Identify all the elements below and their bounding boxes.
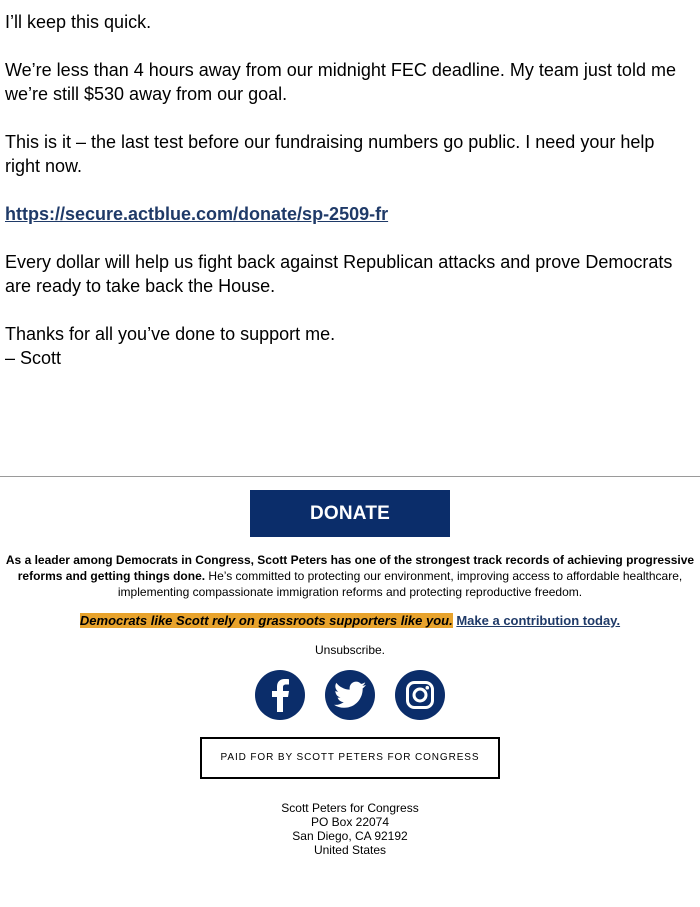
email-footer	[0, 477, 700, 857]
paragraph-last-test: This is it – the last test before our fundraising numbers go public. I need your help right now.	[5, 132, 655, 176]
paragraph-thanks	[5, 322, 694, 370]
unsubscribe-link[interactable]: Unsubscribe.	[314, 643, 386, 657]
address-line: PO Box 22074	[310, 815, 390, 829]
address-line: San Diego, CA 92192	[292, 829, 408, 843]
about-rest: He’s committed to protecting our environment, improving access to affordable healthcare, implementing compassionate immigration reforms and protecting reproductive freedom.	[117, 569, 683, 599]
paragraph-intro: I’ll keep this quick.	[5, 12, 152, 32]
about-bold: As a leader among Democrats in Congress, Scott Peters has one of the strongest track records of achieving progressive reforms and getting things done.	[5, 553, 695, 583]
address-line: Scott Peters for Congress	[281, 801, 419, 815]
twitter-icon[interactable]	[325, 670, 375, 720]
donate-link[interactable]: https://secure.actblue.com/donate/sp-2509-fr	[5, 204, 389, 224]
address-line: United States	[313, 843, 387, 857]
instagram-icon[interactable]	[395, 670, 445, 720]
donate-wrap	[0, 477, 700, 537]
paragraph-link	[5, 202, 694, 226]
grassroots-highlight: Democrats like Scott rely on grassroots supporters like you.	[79, 613, 453, 628]
paid-for-box: PAID FOR BY SCOTT PETERS FOR CONGRESS	[200, 737, 500, 779]
paragraph-every-dollar: Every dollar will help us fight back against Republican attacks and prove Democrats are ready to take back the House.	[5, 252, 673, 296]
paragraph-deadline: We’re less than 4 hours away from our midnight FEC deadline. My team just told me we’re still $530 away from our goal.	[5, 60, 676, 104]
social-links	[0, 670, 700, 720]
about-text	[4, 552, 696, 600]
donate-button[interactable]: DONATE	[250, 490, 450, 537]
spacer	[0, 370, 700, 476]
contribution-link[interactable]: Make a contribution today.	[456, 613, 621, 628]
thanks-text: Thanks for all you’ve done to support me.	[5, 324, 336, 344]
grassroots-line	[0, 613, 700, 629]
facebook-icon[interactable]	[255, 670, 305, 720]
signoff: – Scott	[5, 348, 62, 368]
email-body	[0, 0, 700, 370]
mailing-address	[0, 801, 700, 857]
